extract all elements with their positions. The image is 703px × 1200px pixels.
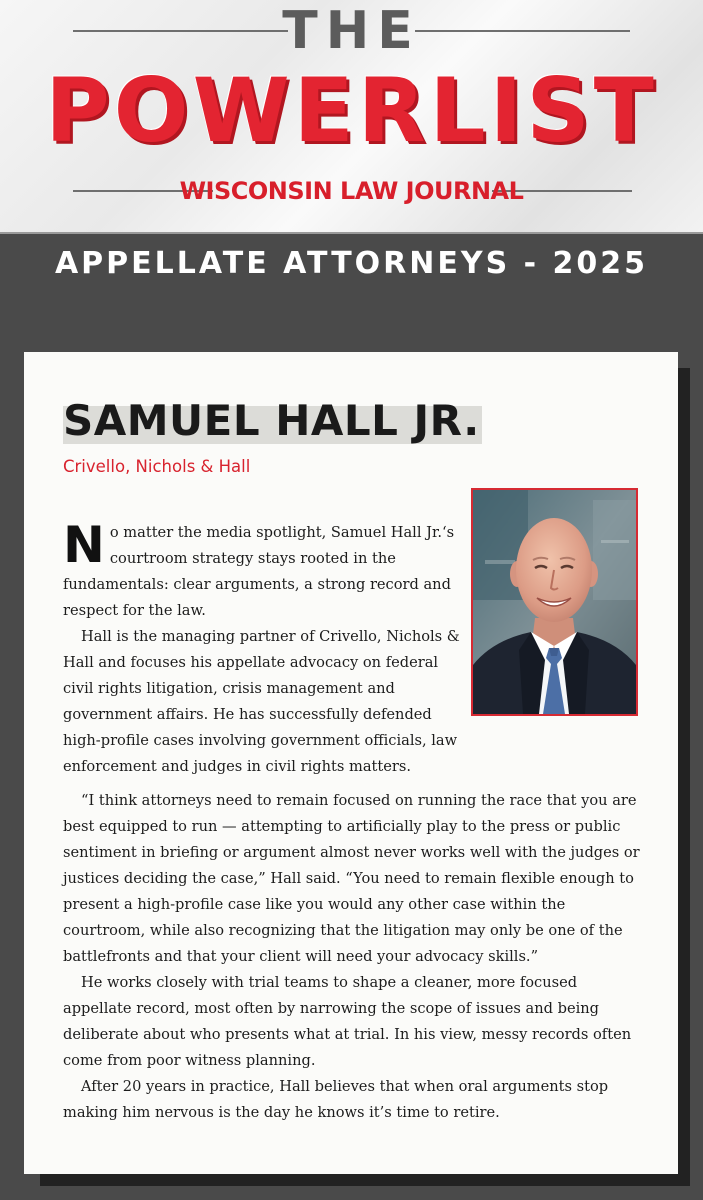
- masthead: [0, 0, 703, 234]
- profile-card: [24, 352, 678, 1174]
- paragraph-text: o matter the media spotlight, Samuel Hall Jr.‘s courtroom strategy stays rooted in the fundamentals: clear arguments, a strong record and respect for the law.: [63, 524, 455, 619]
- article-paragraph: After 20 years in practice, Hall believes that when oral arguments stop making him nervous is the day he knows it’s time to retire.: [63, 1078, 609, 1121]
- article-paragraph: Hall is the managing partner of Crivello, Nichols & Hall and focuses his appellate advocacy on federal civil rights litigation, crisis management and government affairs. He has successfully defended high-profile cases involving government officials, law enforcement and judges in civil rights matters.: [63, 628, 460, 775]
- masthead-title: POWERLIST: [45, 59, 658, 162]
- attorney-photo: [471, 488, 638, 716]
- drop-cap: N: [63, 516, 105, 574]
- attorney-name: SAMUEL HALL JR.: [63, 396, 480, 445]
- article-paragraph: [63, 516, 463, 624]
- article-paragraph: “I think attorneys need to remain focused on running the race that you are best equipped to run — attempting to artificially play to the press or public sentiment in briefing or argument almost never works well with the judges or justices deciding the case,” Hall said. “You need to remain flexible enough to present a high-profile case like you would any other case within the courtroom, while also recognizing that the litigation may only be one of the battlefronts and that your client will need your advocacy skills.”: [63, 792, 640, 965]
- article-body-lower: [63, 788, 641, 1126]
- publication-name: WISCONSIN LAW JOURNAL: [179, 177, 524, 205]
- article-body-upper: [63, 516, 463, 780]
- article-paragraph: He works closely with trial teams to shape a cleaner, more focused appellate record, most often by narrowing the scope of issues and being deliberate about who presents what at trial. In his view, messy records often come from poor witness planning.: [63, 974, 632, 1069]
- category-heading: APPELLATE ATTORNEYS - 2025: [54, 246, 649, 281]
- firm-name: Crivello, Nichols & Hall: [63, 457, 251, 476]
- masthead-the: THE: [282, 1, 421, 61]
- name-block: [63, 396, 480, 446]
